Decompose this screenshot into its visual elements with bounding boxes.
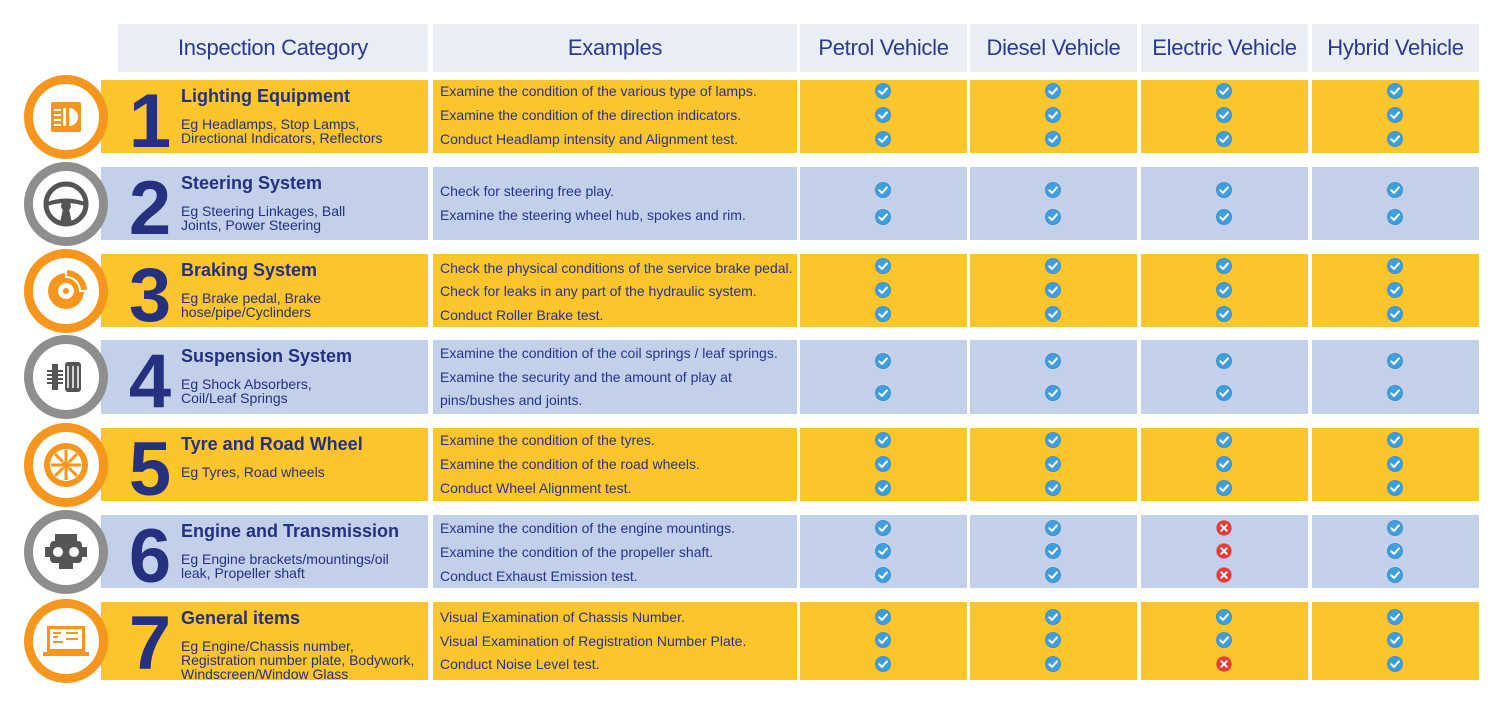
category-badge-2 xyxy=(24,162,108,246)
check-icon xyxy=(875,107,891,123)
header-petrol-vehicle: Petrol Vehicle xyxy=(800,24,967,72)
check-icon xyxy=(1387,107,1403,123)
check-icon xyxy=(1387,656,1403,672)
example-text: Examine the condition of the road wheels. xyxy=(440,456,700,472)
category-title-5: Tyre and Road Wheel xyxy=(181,434,363,454)
petrol-cell-4 xyxy=(800,340,967,414)
check-icon xyxy=(1216,83,1232,99)
category-title-1: Lighting Equipment xyxy=(181,86,350,106)
check-icon xyxy=(1387,353,1403,369)
example-text: Conduct Noise Level test. xyxy=(440,656,600,672)
check-icon xyxy=(1045,432,1061,448)
electric-cell-2 xyxy=(1141,167,1308,240)
check-icon xyxy=(875,282,891,298)
check-icon xyxy=(1045,131,1061,147)
check-icon xyxy=(1045,258,1061,274)
check-icon xyxy=(1045,83,1061,99)
category-title-7: General items xyxy=(181,608,301,628)
steering-wheel-icon xyxy=(33,171,99,237)
check-icon xyxy=(1045,656,1061,672)
example-text: Visual Examination of Chassis Number. xyxy=(440,609,685,625)
check-icon xyxy=(1045,456,1061,472)
check-icon xyxy=(1387,385,1403,401)
check-icon xyxy=(1045,385,1061,401)
check-icon xyxy=(1216,131,1232,147)
check-icon xyxy=(1387,83,1403,99)
category-title-2: Steering System xyxy=(181,173,323,193)
example-text: Check for leaks in any part of the hydraulic system. xyxy=(440,283,757,299)
category-subtitle-1: Eg Headlamps, Stop Lamps, Directional Indicators, Reflectors xyxy=(181,116,383,146)
petrol-cell-2 xyxy=(800,167,967,240)
category-number-4: 4 xyxy=(128,339,172,424)
check-icon xyxy=(1045,632,1061,648)
check-icon xyxy=(875,609,891,625)
check-icon xyxy=(1045,567,1061,583)
header-examples: Examples xyxy=(433,24,797,72)
header-electric-vehicle: Electric Vehicle xyxy=(1141,24,1308,72)
check-icon xyxy=(1216,209,1232,225)
check-icon xyxy=(1045,353,1061,369)
suspension-icon xyxy=(33,344,99,410)
category-badge-7 xyxy=(24,599,108,683)
example-text: Examine the condition of the tyres. xyxy=(440,432,655,448)
check-icon xyxy=(1387,209,1403,225)
example-text: Visual Examination of Registration Number Plate. xyxy=(440,633,747,649)
category-badge-3 xyxy=(24,249,108,333)
example-text: Check for steering free play. xyxy=(440,183,615,199)
example-text: Check the physical conditions of the service brake pedal. xyxy=(440,260,793,276)
check-icon xyxy=(1387,456,1403,472)
check-icon xyxy=(875,131,891,147)
check-icon xyxy=(1216,258,1232,274)
check-icon xyxy=(875,456,891,472)
check-icon xyxy=(1387,182,1403,198)
check-icon xyxy=(875,543,891,559)
check-icon xyxy=(1045,609,1061,625)
hybrid-cell-2 xyxy=(1312,167,1479,240)
check-icon xyxy=(875,306,891,322)
category-badge-4 xyxy=(24,335,108,419)
check-icon xyxy=(1216,107,1232,123)
header-diesel-vehicle: Diesel Vehicle xyxy=(970,24,1137,72)
check-icon xyxy=(875,480,891,496)
check-icon xyxy=(875,520,891,536)
category-subtitle-6: Eg Engine brackets/mountings/oil leak, Propeller shaft xyxy=(181,551,389,581)
category-badge-5 xyxy=(24,423,108,507)
example-text: Conduct Roller Brake test. xyxy=(440,307,604,323)
check-icon xyxy=(1216,632,1232,648)
check-icon xyxy=(1387,432,1403,448)
check-icon xyxy=(1216,609,1232,625)
check-icon xyxy=(1387,632,1403,648)
check-icon xyxy=(1387,609,1403,625)
category-badge-1 xyxy=(24,75,108,159)
check-icon xyxy=(1387,131,1403,147)
category-number-7: 7 xyxy=(128,601,172,686)
category-number-1: 1 xyxy=(128,79,172,164)
example-text: Examine the condition of the coil springs / leaf springs. xyxy=(440,345,778,361)
category-subtitle-3: Eg Brake pedal, Brake hose/pipe/Cyclinders xyxy=(181,290,322,320)
brake-disc-icon xyxy=(33,258,99,324)
check-icon xyxy=(875,83,891,99)
example-text: Examine the condition of the direction indicators. xyxy=(440,107,742,123)
check-icon xyxy=(1216,306,1232,322)
diagnostic-laptop-icon xyxy=(33,608,99,674)
category-number-2: 2 xyxy=(128,166,172,251)
check-icon xyxy=(1045,543,1061,559)
check-icon xyxy=(1216,432,1232,448)
wheel-icon xyxy=(33,432,99,498)
example-text: Examine the condition of the engine mountings. xyxy=(440,520,735,536)
check-icon xyxy=(875,182,891,198)
check-icon xyxy=(1216,456,1232,472)
category-number-5: 5 xyxy=(128,427,172,512)
example-text: pins/bushes and joints. xyxy=(440,392,583,408)
header-inspection-category: Inspection Category xyxy=(118,24,428,72)
check-icon xyxy=(1387,543,1403,559)
check-icon xyxy=(1216,480,1232,496)
check-icon xyxy=(1387,480,1403,496)
example-text: Examine the steering wheel hub, spokes and rim. xyxy=(440,207,746,223)
check-icon xyxy=(875,432,891,448)
check-icon xyxy=(1216,353,1232,369)
check-icon xyxy=(1216,385,1232,401)
check-icon xyxy=(875,353,891,369)
cross-icon xyxy=(1216,520,1232,536)
category-subtitle-7: Eg Engine/Chassis number, Registration number plate, Bodywork, Windscreen/Window Glass xyxy=(181,638,415,682)
check-icon xyxy=(875,209,891,225)
example-text: Examine the condition of the various type of lamps. xyxy=(440,83,757,99)
example-text: Conduct Wheel Alignment test. xyxy=(440,480,632,496)
check-icon xyxy=(1045,209,1061,225)
hybrid-cell-4 xyxy=(1312,340,1479,414)
check-icon xyxy=(875,656,891,672)
check-icon xyxy=(1387,567,1403,583)
category-subtitle-5: Eg Tyres, Road wheels xyxy=(181,464,325,480)
category-title-3: Braking System xyxy=(181,260,318,280)
check-icon xyxy=(875,258,891,274)
check-icon xyxy=(875,385,891,401)
category-number-6: 6 xyxy=(128,514,172,599)
check-icon xyxy=(1387,520,1403,536)
category-number-3: 3 xyxy=(128,253,172,338)
check-icon xyxy=(1387,282,1403,298)
diesel-cell-2 xyxy=(970,167,1137,240)
headlamp-icon xyxy=(33,84,99,150)
cross-icon xyxy=(1216,567,1232,583)
check-icon xyxy=(1216,282,1232,298)
category-subtitle-4: Eg Shock Absorbers, Coil/Leaf Springs xyxy=(181,376,312,406)
example-text: Conduct Headlamp intensity and Alignment test. xyxy=(440,131,739,147)
category-title-4: Suspension System xyxy=(181,346,353,366)
engine-icon xyxy=(33,519,99,585)
check-icon xyxy=(1045,182,1061,198)
check-icon xyxy=(1045,282,1061,298)
check-icon xyxy=(1387,306,1403,322)
check-icon xyxy=(1045,480,1061,496)
header-hybrid-vehicle: Hybrid Vehicle xyxy=(1312,24,1479,72)
check-icon xyxy=(875,567,891,583)
check-icon xyxy=(1045,306,1061,322)
cross-icon xyxy=(1216,656,1232,672)
electric-cell-4 xyxy=(1141,340,1308,414)
example-text: Conduct Exhaust Emission test. xyxy=(440,568,638,584)
example-text: Examine the security and the amount of play at xyxy=(440,369,732,385)
examples-cell-2 xyxy=(433,167,797,240)
check-icon xyxy=(875,632,891,648)
check-icon xyxy=(1045,107,1061,123)
category-title-6: Engine and Transmission xyxy=(181,521,400,541)
category-badge-6 xyxy=(24,510,108,594)
diesel-cell-4 xyxy=(970,340,1137,414)
category-subtitle-2: Eg Steering Linkages, Ball Joints, Power Steering xyxy=(181,203,346,233)
check-icon xyxy=(1216,182,1232,198)
example-text: Examine the condition of the propeller shaft. xyxy=(440,544,714,560)
check-icon xyxy=(1387,258,1403,274)
cross-icon xyxy=(1216,543,1232,559)
check-icon xyxy=(1045,520,1061,536)
